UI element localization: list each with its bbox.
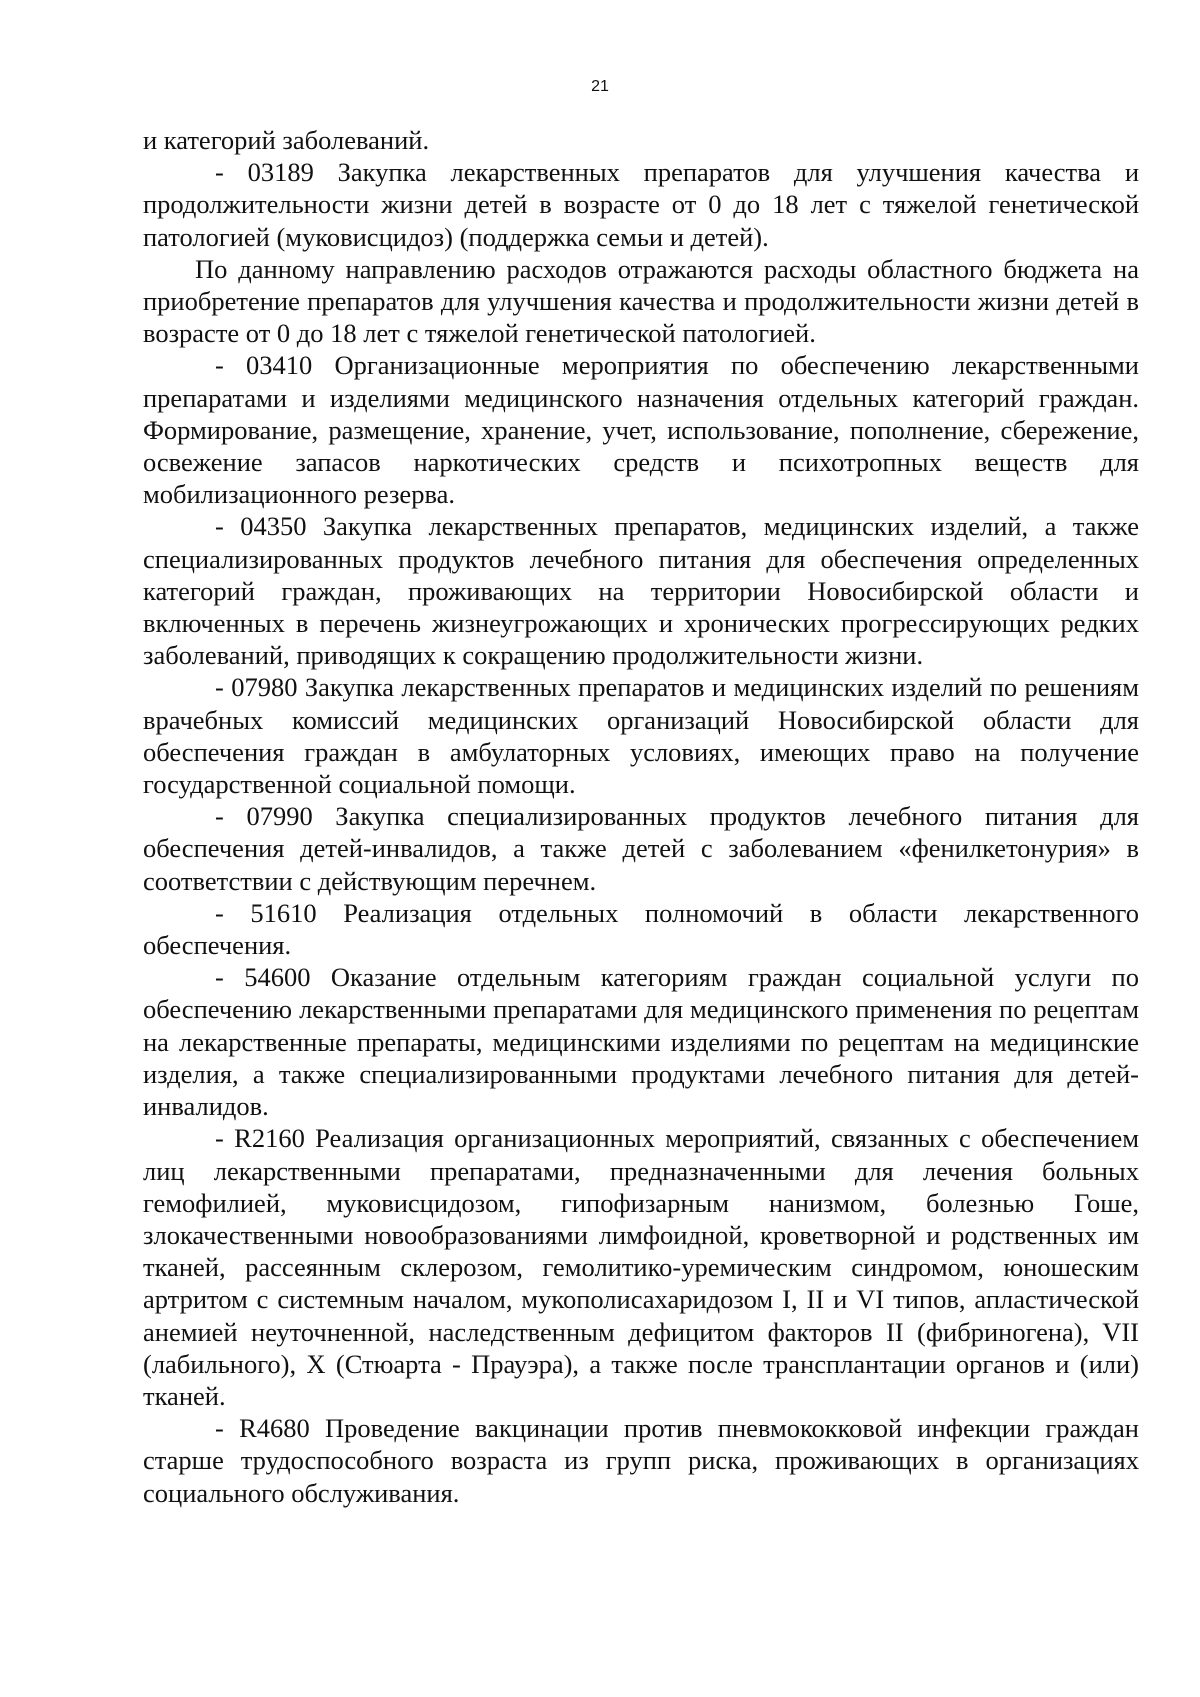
paragraph-continuation: и категорий заболеваний. xyxy=(143,125,430,155)
paragraph-item-51610: - 51610 Реализация отдельных полномочий в области лекарственного обеспечения. xyxy=(143,897,1139,961)
paragraph-item-r4680: - R4680 Проведение вакцинации против пневмококковой инфекции граждан старше трудоспособного возраста из групп риска, проживающих в организациях социального обслуживания. xyxy=(143,1413,1139,1508)
paragraph-item-03189: - 03189 Закупка лекарственных препаратов для улучшения качества и продолжительности жизни детей в возрасте от 0 до 18 лет с тяжелой генетической патологией (муковисцидоз) (поддержка семьи и детей). xyxy=(143,157,1139,252)
document-body xyxy=(143,124,1139,1509)
paragraph-item-03410: - 03410 Организационные мероприятия по обеспечению лекарственными препаратами и изделиями медицинского назначения отдельных категорий граждан. Формирование, размещение, хранение, учет, использование, пополнение, сбережение, освежение запасов наркотических средств и психотропных веществ для мобилизационного резерва. xyxy=(143,350,1139,510)
paragraph-item-54600: - 54600 Оказание отдельным категориям граждан социальной услуги по обеспечению лекарственными препаратами для медицинского применения по рецептам на лекарственные препараты, медицинскими изделиями по рецептам на медицинские изделия, а также специализированными продуктами лечебного питания для детей-инвалидов. xyxy=(143,962,1139,1122)
paragraph-item-r2160: - R2160 Реализация организационных мероприятий, связанных с обеспечением лиц лекарственными препаратами, предназначенными для лечения больных гемофилией, муковисцидозом, гипофизарным нанизмом, болезнью Гоше, злокачественными новообразованиями лимфоидной, кроветворной и родственных им тканей, рассеянным склерозом, гемолитико-уремическим синдромом, юношеским артритом с системным началом, мукополисахаридозом I, II и VI типов, апластической анемией неуточненной, наследственным дефицитом факторов II (фибриногена), VII (лабильного), X (Стюарта - Прауэра), а также после трансплантации органов и (или) тканей. xyxy=(143,1123,1139,1411)
paragraph-item-07980: - 07980 Закупка лекарственных препаратов и медицинских изделий по решениям врачебных комиссий медицинских организаций Новосибирской области для обеспечения граждан в амбулаторных условиях, имеющих право на получение государственной социальной помощи. xyxy=(143,672,1139,800)
paragraph-item-04350: - 04350 Закупка лекарственных препаратов, медицинских изделий, а также специализированных продуктов лечебного питания для обеспечения определенных категорий граждан, проживающих на территории Новосибирской области и включенных в перечень жизнеугрожающих и хронических прогрессирующих редких заболеваний, приводящих к сокращению продолжительности жизни. xyxy=(143,511,1139,671)
paragraph-explanation: По данному направлению расходов отражаются расходы областного бюджета на приобретение препаратов для улучшения качества и продолжительности жизни детей в возрасте от 0 до 18 лет с тяжелой генетической патологией. xyxy=(143,253,1139,349)
paragraph-item-07990: - 07990 Закупка специализированных продуктов лечебного питания для обеспечения детей-инвалидов, а также детей с заболеванием «фенилкетонурия» в соответствии с действующим перечнем. xyxy=(143,801,1139,896)
page-number: 21 xyxy=(591,78,609,95)
